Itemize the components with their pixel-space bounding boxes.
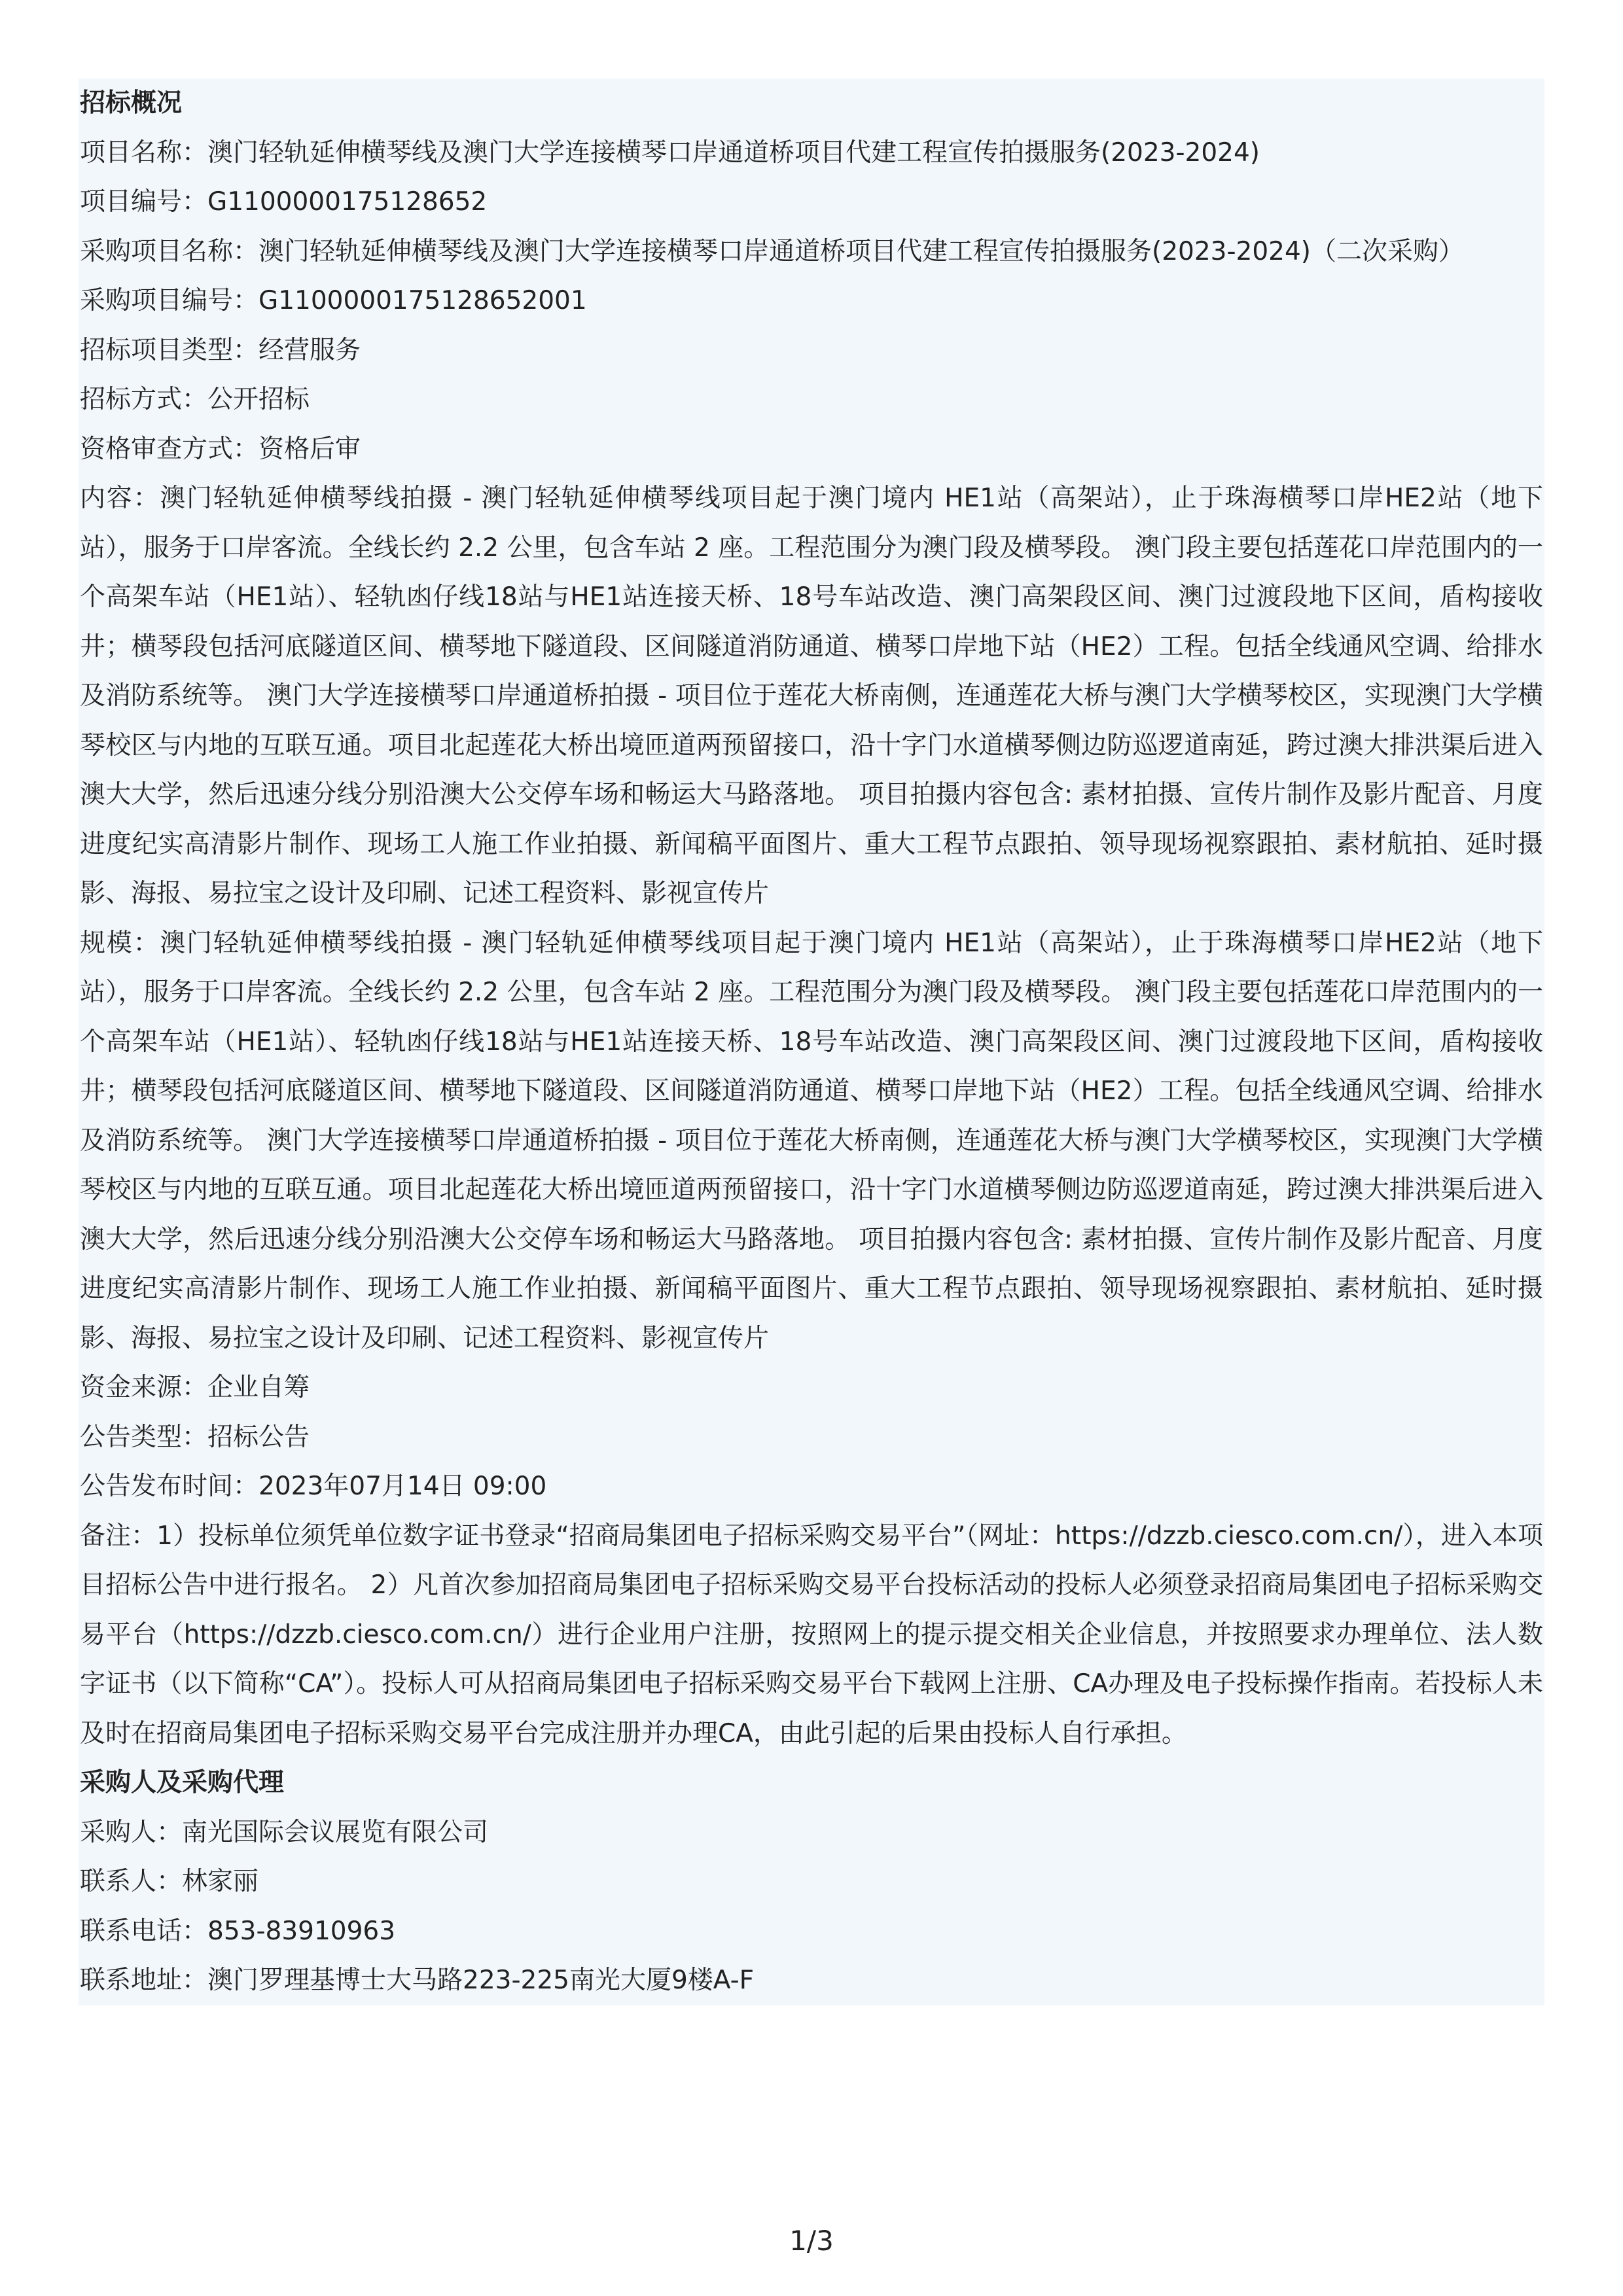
document-body xyxy=(79,79,1544,2005)
purchase-project-name: 采购项目名称：澳门轻轨延伸横琴线及澳门大学连接横琴口岸通道桥项目代建工程宣传拍摄服务(2023-2024)（二次采购） xyxy=(80,236,1465,266)
page-number: 1/3 xyxy=(789,2225,834,2257)
contact-phone: 联系电话：853-83910963 xyxy=(80,1916,396,1946)
tender-method: 招标方式：公开招标 xyxy=(80,385,310,414)
purchase-project-code: 采购项目编号：G1100000175128652001 xyxy=(80,286,587,315)
notice-type: 公告类型：招标公告 xyxy=(80,1422,310,1452)
publish-time: 公告发布时间：2023年07月14日 09:00 xyxy=(80,1472,547,1501)
project-scale: 规模：澳门轻轨延伸横琴线拍摄 - 澳门轻轨延伸横琴线项目起于澳门境内 HE1站（高架站），止于珠海横琴口岸HE2站（地下站），服务于口岸客流。全线长约 2.2 公里，包含车站 2 座。工程范围分为澳门段及横琴段。 澳门段主要包括莲花口岸范围内的一个高架车站（HE1站）、轻轨凼仔线18站与HE1站连接天桥、18号车站改造、澳门高架段区间、澳门过渡段地下区间，盾构接收井；横琴段包括河底隧道区间、横琴地下隧道段、区间隧道消防通道、横琴口岸地下站（HE2）工程。包括全线通风空调、给排水及消防系统等。 澳门大学连接横琴口岸通道桥拍摄 - 项目位于莲花大桥南侧，连通莲花大桥与澳门大学横琴校区，实现澳门大学横琴校区与内地的互联互通。项目北起莲花大桥出境匝道两预留接口，沿十字门水道横琴侧边防巡逻道南延，跨过澳大排洪渠后进入澳大大学，然后迅速分线分别沿澳大公交停车场和畅运大马路落地。 项目拍摄内容包含: 素材拍摄、宣传片制作及影片配音、月度进度纪实高清影片制作、现场工人施工作业拍摄、新闻稿平面图片、重大工程节点跟拍、领导现场视察跟拍、素材航拍、延时摄影、海报、易拉宝之设计及印刷、记述工程资料、影视宣传片 xyxy=(80,928,1543,1353)
funding-source: 资金来源：企业自筹 xyxy=(80,1373,310,1402)
purchaser: 采购人：南光国际会议展览有限公司 xyxy=(80,1817,489,1847)
tender-project-type: 招标项目类型：经营服务 xyxy=(80,335,361,365)
qualification-review: 资格审查方式：资格后审 xyxy=(80,434,361,464)
contact-address: 联系地址：澳门罗理基博士大马路223-225南光大厦9楼A-F xyxy=(80,1966,755,1995)
section-heading-purchaser: 采购人及采购代理 xyxy=(80,1768,285,1797)
contact-person: 联系人：林家丽 xyxy=(80,1867,259,1896)
project-name: 项目名称：澳门轻轨延伸横琴线及澳门大学连接横琴口岸通道桥项目代建工程宣传拍摄服务(2023-2024) xyxy=(80,137,1260,168)
project-code: 项目编号：G1100000175128652 xyxy=(80,187,488,217)
section-heading-overview: 招标概况 xyxy=(80,88,183,118)
remarks: 备注：1）投标单位须凭单位数字证书登录“招商局集团电子招标采购交易平台”（网址：https://dzzb.ciesco.com.cn/），进入本项目招标公告中进行报名。 2）凡首次参加招商局集团电子招标采购交易平台投标活动的投标人必须登录招商局集团电子招标采购交易平台（https://dzzb.ciesco.com.cn/）进行企业用户注册，按照网上的提示提交相关企业信息，并按照要求办理单位、法人数字证书（以下简称“CA”）。投标人可从招商局集团电子招标采购交易平台下载网上注册、CA办理及电子投标操作指南。若投标人未及时在招商局集团电子招标采购交易平台完成注册并办理CA，由此引起的后果由投标人自行承担。 xyxy=(80,1521,1543,1748)
project-content: 内容：澳门轻轨延伸横琴线拍摄 - 澳门轻轨延伸横琴线项目起于澳门境内 HE1站（高架站），止于珠海横琴口岸HE2站（地下站），服务于口岸客流。全线长约 2.2 公里，包含车站 2 座。工程范围分为澳门段及横琴段。 澳门段主要包括莲花口岸范围内的一个高架车站（HE1站）、轻轨凼仔线18站与HE1站连接天桥、18号车站改造、澳门高架段区间、澳门过渡段地下区间，盾构接收井；横琴段包括河底隧道区间、横琴地下隧道段、区间隧道消防通道、横琴口岸地下站（HE2）工程。包括全线通风空调、给排水及消防系统等。 澳门大学连接横琴口岸通道桥拍摄 - 项目位于莲花大桥南侧，连通莲花大桥与澳门大学横琴校区，实现澳门大学横琴校区与内地的互联互通。项目北起莲花大桥出境匝道两预留接口，沿十字门水道横琴侧边防巡逻道南延，跨过澳大排洪渠后进入澳大大学，然后迅速分线分别沿澳大公交停车场和畅运大马路落地。 项目拍摄内容包含: 素材拍摄、宣传片制作及影片配音、月度进度纪实高清影片制作、现场工人施工作业拍摄、新闻稿平面图片、重大工程节点跟拍、领导现场视察跟拍、素材航拍、延时摄影、海报、易拉宝之设计及印刷、记述工程资料、影视宣传片 xyxy=(80,484,1543,908)
